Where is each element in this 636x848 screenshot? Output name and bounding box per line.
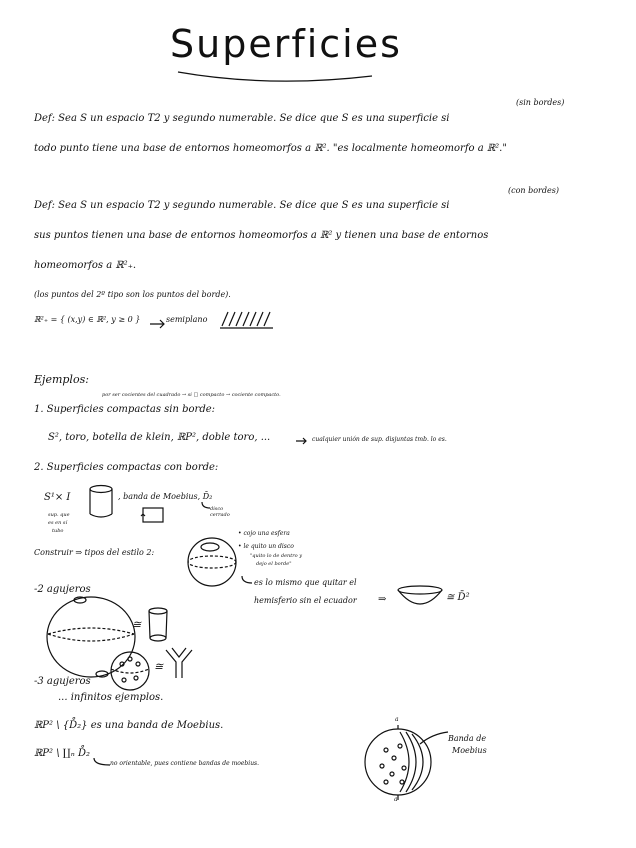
cylinder-icon <box>88 484 118 520</box>
halfplane-label: semiplano <box>166 315 208 324</box>
bowl-figure <box>396 584 446 614</box>
def2-line1: Def: Sea S un espacio T2 y segundo numerable. Se dice que S es una superficie si <box>34 200 450 211</box>
examples-note: por ser cocientes del cuadrado → si □ compacto → cociente compacto. <box>102 392 281 398</box>
tube-note-3: tubo <box>52 528 64 534</box>
def2-tag: (con bordes) <box>508 186 559 195</box>
sphere-note-1: • cojo una esfera <box>238 530 290 537</box>
example1-arrow <box>296 436 310 446</box>
example1-list: S², toro, botella de klein, ℝP², doble toro, ... <box>48 432 271 443</box>
s1xi-label: S¹× I <box>44 492 71 503</box>
pants-figure <box>164 646 194 680</box>
example1-note: cualquier unión de sup. disjuntas tmb. lo es. <box>312 436 447 443</box>
examples-heading: Ejemplos: <box>34 373 89 386</box>
def1-tag: (sin bordes) <box>516 98 565 107</box>
sphere-note-4: dejo el borde" <box>256 561 292 567</box>
disk-note: disco cerrado <box>210 506 230 518</box>
def1-line2: todo punto tiene una base de entornos homeomorfos a ℝ². "es localmente homeomorfo a ℝ²." <box>34 143 507 154</box>
sphere-note-2: • le quito un disco <box>238 543 294 550</box>
three-holes-label: -3 agujeros <box>34 676 91 687</box>
rp2-line: ℝP² \ {D̊₂} es una banda de Moebius. <box>34 720 224 731</box>
mobius-label-1: Banda de <box>448 734 487 743</box>
sphere-three-holes-figure <box>108 650 156 692</box>
halfplane-def: ℝ²₊ = { (x,y) ∈ ℝ², y ≥ 0 } <box>34 315 141 324</box>
example2-title: 2. Superficies compactas con borde: <box>34 462 219 473</box>
label-a-bottom: a <box>394 796 398 803</box>
mobius-list: , banda de Moebius, D̄₂ <box>118 492 213 501</box>
def1-line1: Def: Sea S un espacio T2 y segundo numerable. Se dice que S es una superficie si <box>34 113 450 124</box>
congruent-2: ≅ <box>154 660 164 673</box>
label-a-top: a <box>395 716 399 723</box>
title-underline <box>0 0 636 100</box>
hemisphere-line2: hemisferio sin el ecuador <box>254 596 357 605</box>
tube-note-1: sup. que <box>48 512 70 518</box>
tube-note-2: es en sí <box>48 520 68 526</box>
def2-line3: homeomorfos a ℝ²₊. <box>34 260 137 271</box>
tube-figure <box>146 606 172 644</box>
congruent-1: ≅ <box>132 618 142 631</box>
mobius-pointer-arrow <box>418 728 452 748</box>
example1-title: 1. Superficies compactas sin borde: <box>34 404 216 415</box>
rp2-union: ℝP² \ ∐ₙ D̊₂ <box>34 748 90 759</box>
page-title: Superficies <box>170 22 402 66</box>
def2-line2: sus puntos tienen una base de entornos homeomorfos a ℝ² y tienen una base de entornos <box>34 230 489 241</box>
mobius-label-2: Moebius <box>452 746 487 755</box>
sphere-note-3: "quito lo de dentro y <box>250 553 303 559</box>
disk-result: ≅ D̄² <box>446 592 470 603</box>
mobius-square-icon <box>140 505 170 525</box>
construct-line: Construir ⇒ tipos del estilo 2: <box>34 548 155 557</box>
infinite-examples: ... infinitos ejemplos. <box>58 692 164 703</box>
rp2-union-note: no orientable, pues contiene bandas de moebius. <box>110 760 260 767</box>
implies-arrow: ⇒ <box>378 594 387 605</box>
def2-note: (los puntos del 2º tipo son los puntos del borde). <box>34 290 231 299</box>
two-holes-label: -2 agujeros <box>34 584 91 595</box>
sphere-hole-figure <box>186 534 242 590</box>
halfplane-hatch-icon <box>218 308 278 332</box>
hemisphere-line1: es lo mismo que quitar el <box>254 578 357 587</box>
